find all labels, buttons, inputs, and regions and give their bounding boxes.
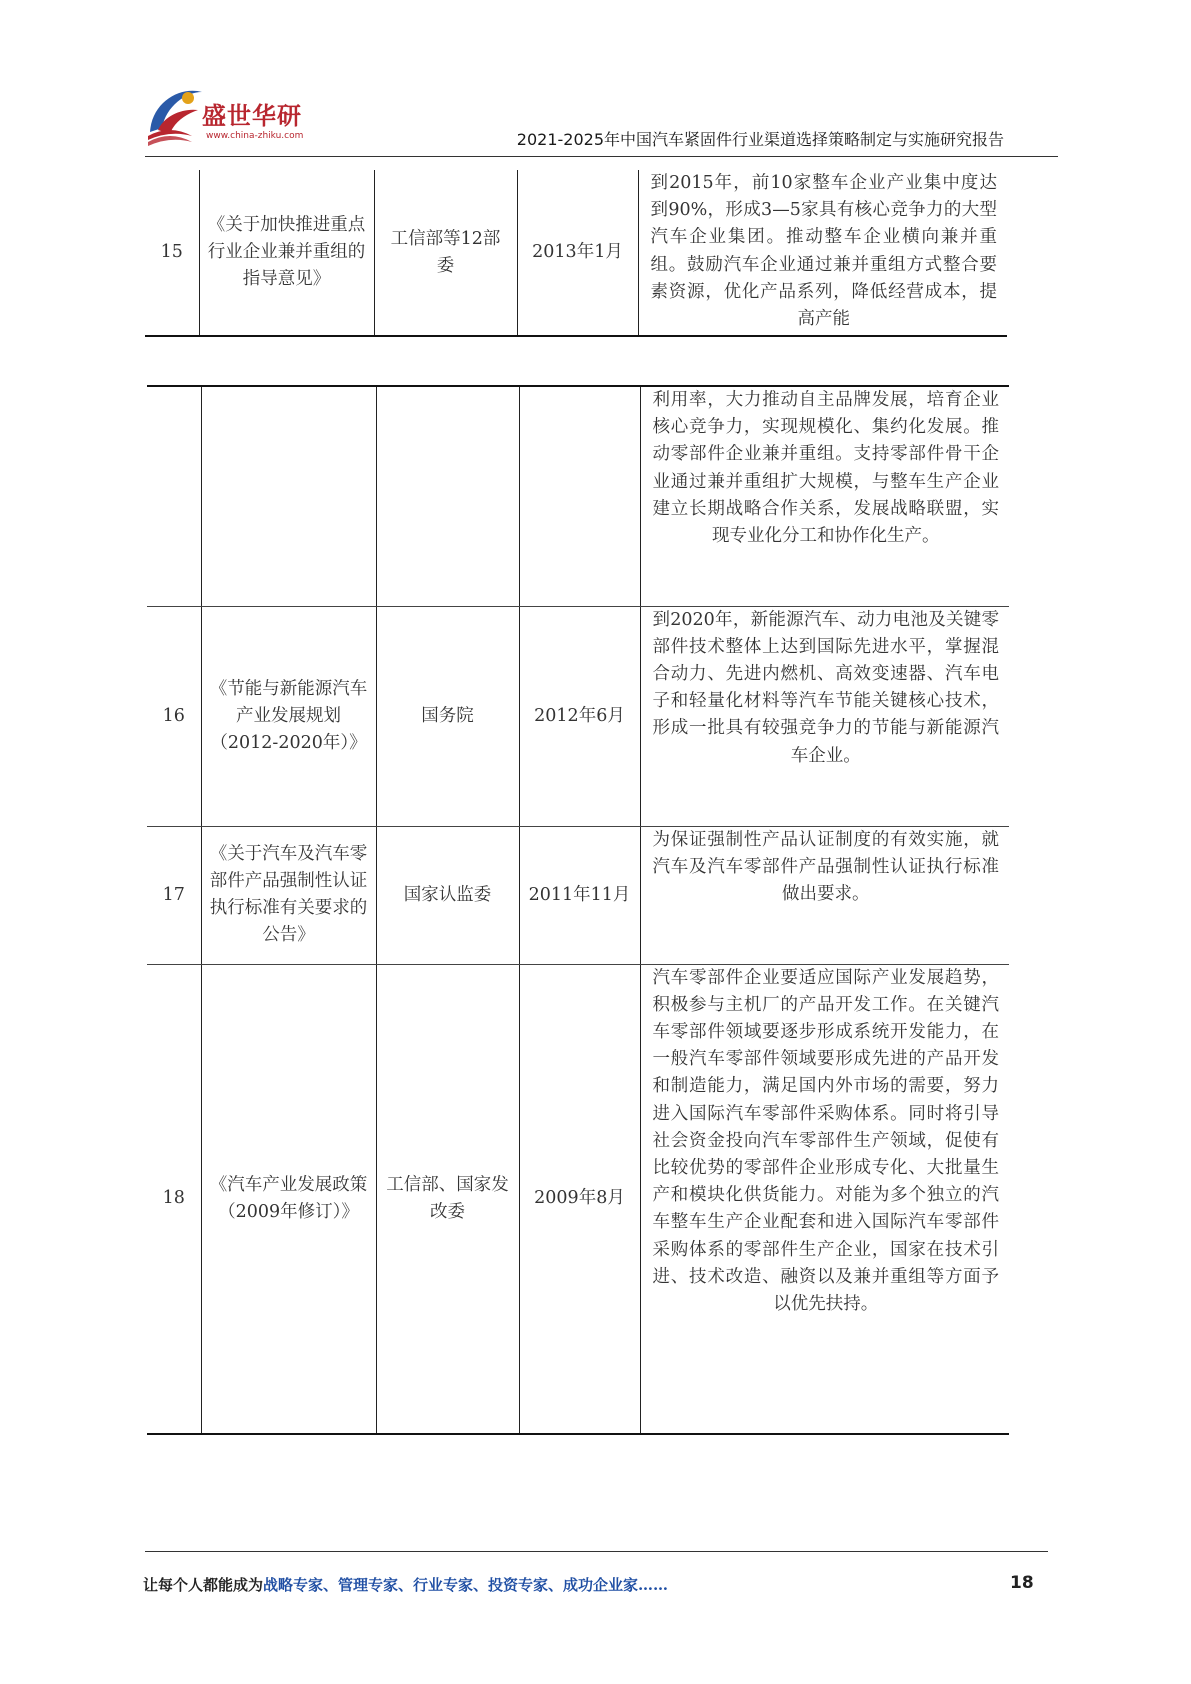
policy-table-part2 [147,385,1009,1435]
policy-name: 《关于加快推进重点行业企业兼并重组的指导意见》 [199,170,374,336]
issuing-body: 国家认监委 [376,826,519,964]
table-row [145,170,1007,336]
issue-date [519,386,640,606]
issue-date: 2012年6月 [519,606,640,826]
policy-name: 《节能与新能源汽车产业发展规划（2012-2020年）》 [201,606,376,826]
header-divider [145,156,1058,157]
issuing-body: 国务院 [376,606,519,826]
issue-date: 2011年11月 [519,826,640,964]
row-number: 18 [147,964,201,1434]
table-row [147,606,1009,826]
policy-table-part1 [145,170,1007,337]
row-number [147,386,201,606]
issuing-body: 工信部、国家发改委 [376,964,519,1434]
footer-divider [145,1551,1048,1552]
policy-content: 到2020年，新能源汽车、动力电池及关键零部件技术整体上达到国际先进水平，掌握混合动力、先进内燃机、高效变速器、汽车电子和轻量化材料等汽车节能关键核心技术，形成一批具有较强竞争力的节能与新能源汽车企业。 [640,606,1009,826]
issuing-body: 工信部等12部委 [374,170,517,336]
footer-slogan [143,1574,668,1595]
issuing-body [376,386,519,606]
logo-brand-name: 盛世华研 [202,102,302,130]
slogan-prefix: 让每个人都能成为 [143,1576,264,1594]
policy-content: 到2015年，前10家整车企业产业集中度达到90%，形成3—5家具有核心竞争力的大型汽车企业集团。推动整车企业横向兼并重组。鼓励汽车企业通过兼并重组方式整合要素资源，优化产品系列，降低经营成本，提高产能 [638,170,1007,336]
row-number: 16 [147,606,201,826]
slogan-highlight: 战略专家、管理专家、行业专家、投资专家、成功企业家…… [263,1576,669,1594]
row-number: 17 [147,826,201,964]
issue-date: 2013年1月 [517,170,638,336]
table-row [147,964,1009,1434]
policy-name [201,386,376,606]
issue-date: 2009年8月 [519,964,640,1434]
policy-content: 汽车零部件企业要适应国际产业发展趋势，积极参与主机厂的产品开发工作。在关键汽车零部件领域要逐步形成系统开发能力，在一般汽车零部件领域要形成先进的产品开发和制造能力，满足国内外市场的需要，努力进入国际汽车零部件采购体系。同时将引导社会资金投向汽车零部件生产领域，促使有比较优势的零部件企业形成专化、大批量生产和模块化供货能力。对能为多个独立的汽车整车生产企业配套和进入国际汽车零部件采购体系的零部件生产企业，国家在技术引进、技术改造、融资以及兼并重组等方面予以优先扶持。 [640,964,1009,1434]
table-row [147,826,1009,964]
logo-url: www.china-zhiku.com [206,131,304,141]
policy-name: 《关于汽车及汽车零部件产品强制性认证执行标准有关要求的公告》 [201,826,376,964]
report-title: 2021-2025年中国汽车紧固件行业渠道选择策略制定与实施研究报告 [516,130,1004,149]
row-number: 15 [145,170,199,336]
policy-content: 利用率，大力推动自主品牌发展，培育企业核心竞争力，实现规模化、集约化发展。推动零部件企业兼并重组。支持零部件骨干企业通过兼并重组扩大规模，与整车生产企业建立长期战略合作关系，发展战略联盟，实现专业化分工和协作化生产。 [640,386,1009,606]
table-row [147,386,1009,606]
policy-name: 《汽车产业发展政策（2009年修订）》 [201,964,376,1434]
page-number: 18 [1010,1573,1034,1593]
policy-content: 为保证强制性产品认证制度的有效实施，就汽车及汽车零部件产品强制性认证执行标准做出要求。 [640,826,1009,964]
